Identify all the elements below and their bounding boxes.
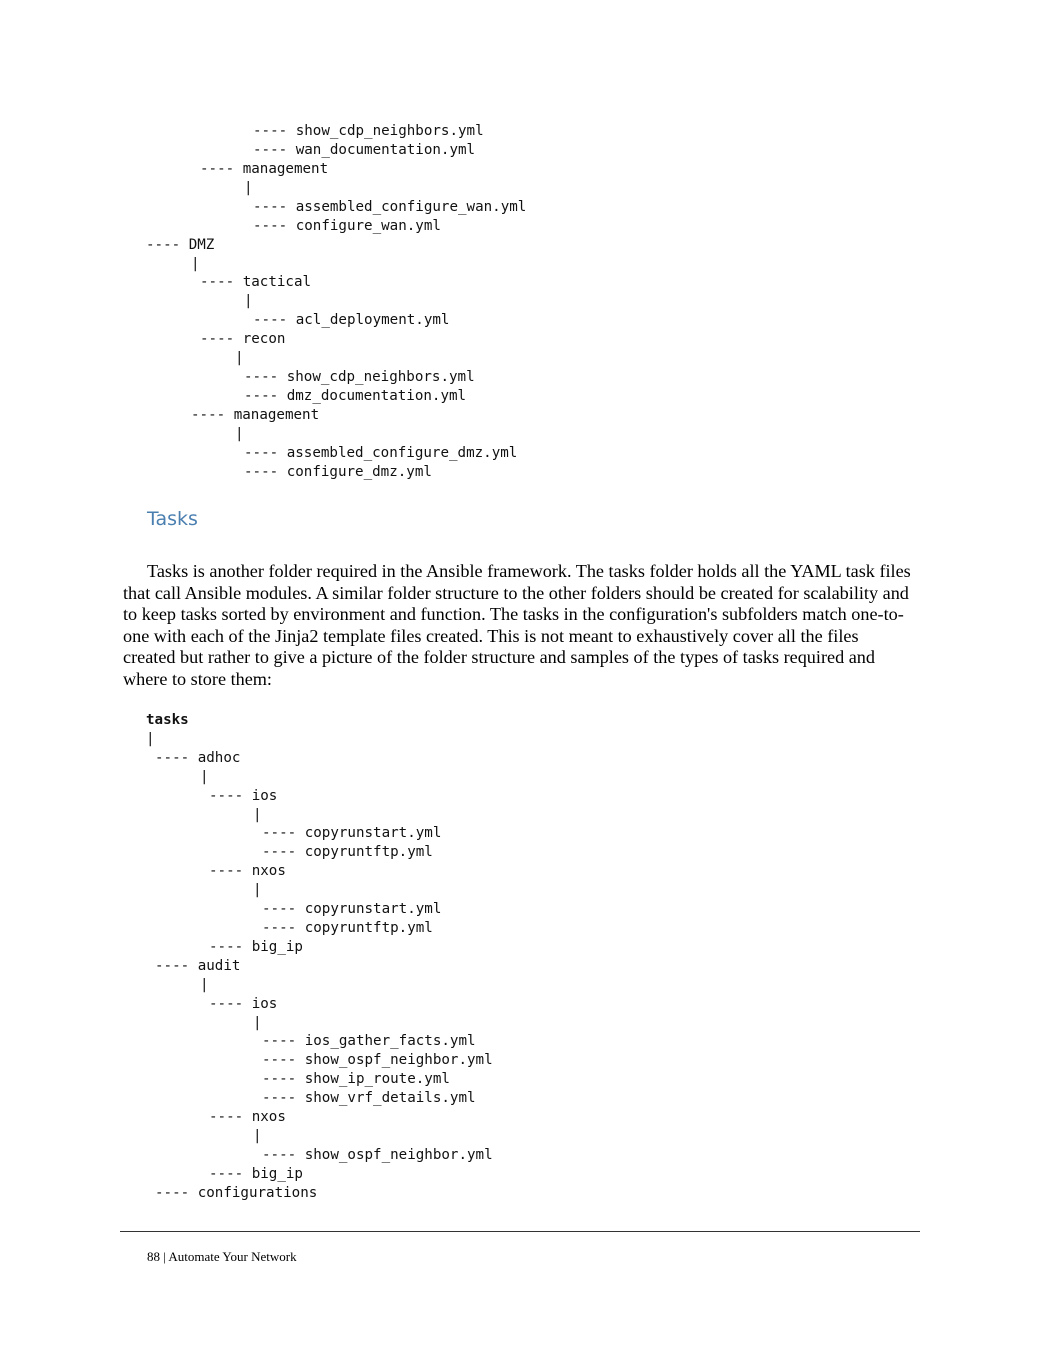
tree-line: ---- audit	[155, 958, 241, 974]
tree-line: ---- show_ospf_neighbor.yml	[262, 1052, 493, 1068]
tree-line: ---- dmz_documentation.yml	[244, 388, 467, 404]
tree-line: ---- DMZ	[146, 237, 215, 253]
tree-line: ---- configure_dmz.yml	[244, 464, 432, 480]
tree-line: ---- nxos	[209, 1109, 286, 1125]
tree-line: |	[244, 293, 253, 309]
footer-divider	[120, 1231, 920, 1232]
tree-line: ---- wan_documentation.yml	[253, 142, 476, 158]
tree-line: |	[253, 882, 262, 898]
tree-line: |	[200, 977, 209, 993]
tree-line: ---- show_cdp_neighbors.yml	[244, 369, 475, 385]
tree-line: ---- show_vrf_details.yml	[262, 1090, 476, 1106]
tree-line: ---- show_ospf_neighbor.yml	[262, 1147, 493, 1163]
tree-line: ---- recon	[200, 331, 286, 347]
tree-line: ---- copyruntftp.yml	[262, 844, 433, 860]
tree-line: ---- acl_deployment.yml	[253, 312, 450, 328]
tree-line: ---- big_ip	[209, 1166, 303, 1182]
page-footer: 88 | Automate Your Network	[147, 1249, 297, 1264]
tree-line: ---- show_ip_route.yml	[262, 1071, 450, 1087]
tree-line: ---- copyruntftp.yml	[262, 920, 433, 936]
tree-line: |	[244, 180, 253, 196]
tree-line: ---- configurations	[155, 1185, 318, 1201]
tree-line: ---- configure_wan.yml	[253, 218, 441, 234]
tree-root-label: tasks	[146, 712, 189, 728]
tree-line: ---- big_ip	[209, 939, 303, 955]
tree-line: ---- assembled_configure_dmz.yml	[244, 445, 518, 461]
tree-line: ---- assembled_configure_wan.yml	[253, 199, 527, 215]
tree-line: ---- ios	[209, 996, 278, 1012]
tree-line: ---- ios_gather_facts.yml	[262, 1033, 476, 1049]
tree-line: ---- copyrunstart.yml	[262, 901, 442, 917]
tree-line: ---- adhoc	[155, 750, 241, 766]
tree-line: |	[146, 731, 155, 747]
tree-line: ---- copyrunstart.yml	[262, 825, 442, 841]
tree-line: |	[253, 1128, 262, 1144]
body-paragraph: Tasks is another folder required in the Ansible framework. The tasks folder holds all the YAML task files that call Ansible modules. A similar folder structure to the other folders should be created for scalability and to keep tasks sorted by environment and function. The tasks in the configuration's subfolders match one-to-one with each of the Jinja2 template files created. This is not meant to exhaustively cover all the files created but rather to give a picture of the folder structure and samples of the types of tasks required and where to store them:	[123, 561, 911, 689]
tree-line: ---- show_cdp_neighbors.yml	[253, 123, 484, 139]
tree-line: |	[235, 350, 244, 366]
tree-line: ---- nxos	[209, 863, 286, 879]
tree-line: |	[253, 1015, 262, 1031]
section-heading: Tasks	[147, 508, 198, 530]
tree-line: |	[253, 807, 262, 823]
tree-line: ---- management	[200, 161, 329, 177]
tree-line: ---- tactical	[200, 274, 312, 290]
tree-line: |	[235, 426, 244, 442]
tree-line: ---- management	[191, 407, 320, 423]
tree-line: |	[200, 769, 209, 785]
tree-line: |	[191, 256, 200, 272]
tree-line: ---- ios	[209, 788, 278, 804]
